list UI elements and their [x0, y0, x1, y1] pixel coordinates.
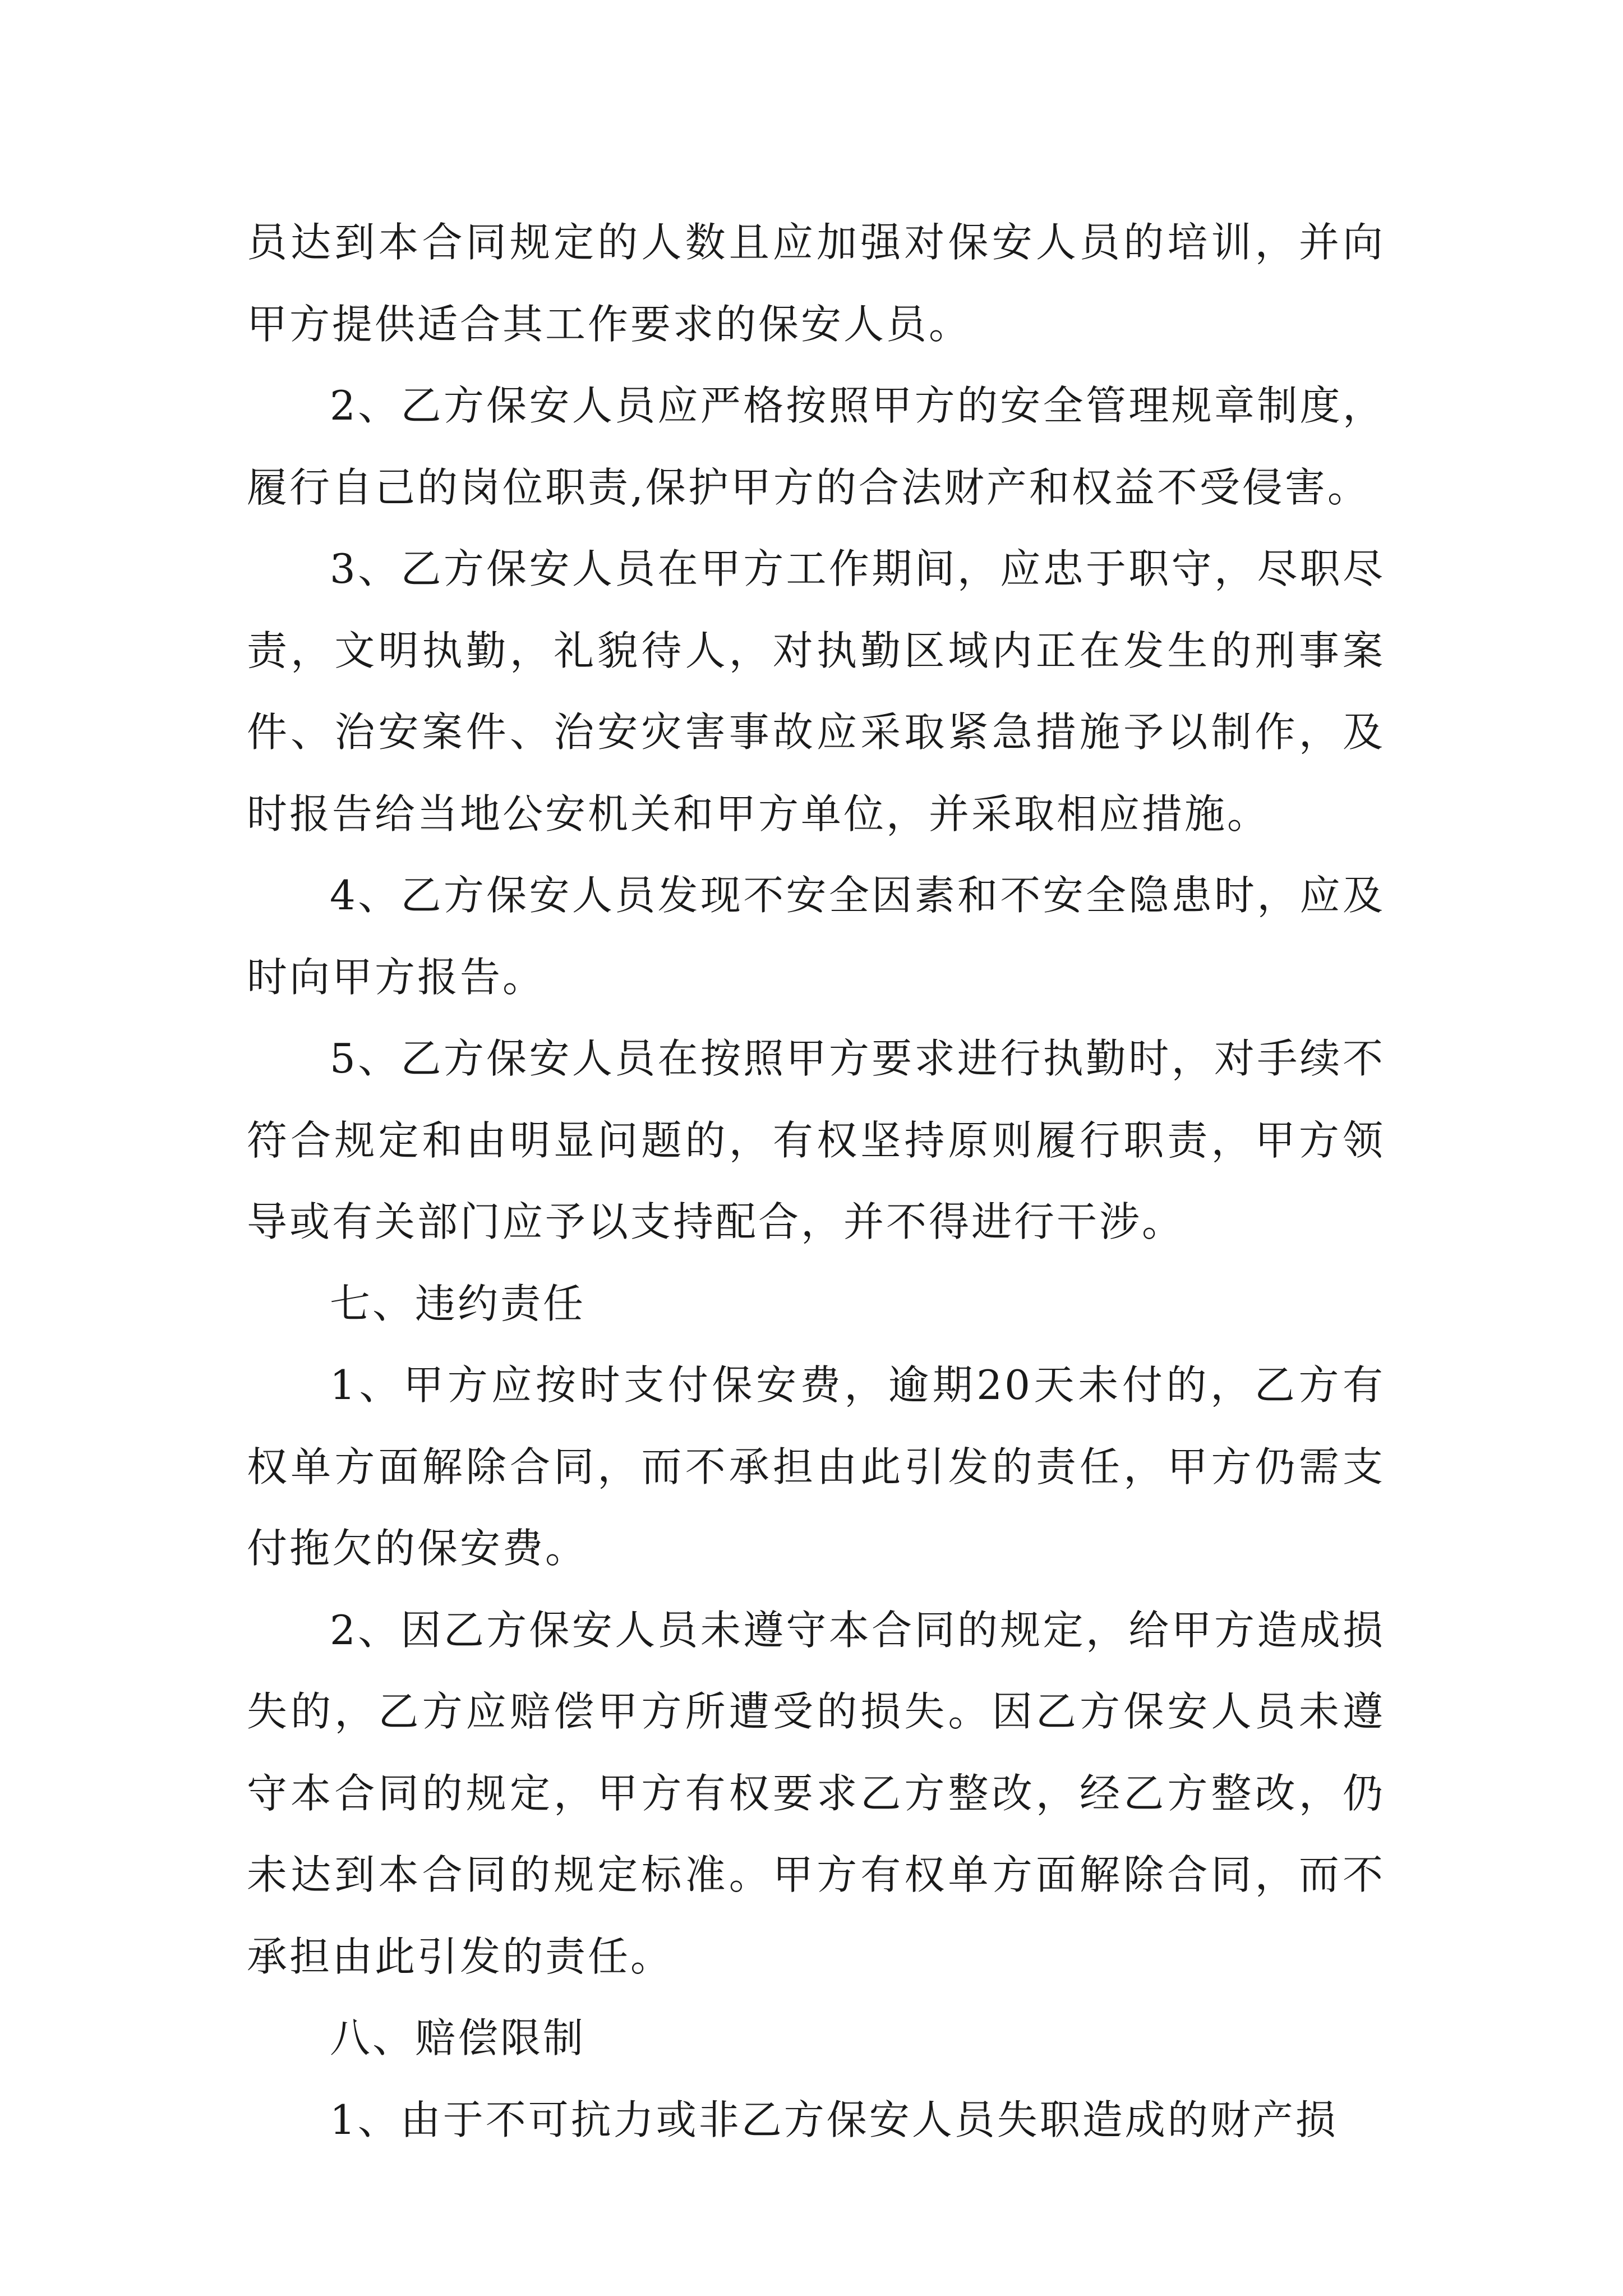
- section-heading-compensation-limits: 八、赔偿限制: [330, 2014, 586, 2062]
- section-heading-breach-liability: 七、违约责任: [330, 1280, 586, 1327]
- clause-2: 2、乙方保安人员应严格按照甲方的安全管理规章制度，履行自己的岗位职责,保护甲方的合法财产和权益不受侵害。: [247, 382, 1385, 511]
- compensation-clause-1: 1、由于不可抗力或非乙方保安人员失职造成的财产损: [330, 2096, 1338, 2143]
- paragraph-continuation: 员达到本合同规定的人数且应加强对保安人员的培训，并向甲方提供适合其工作要求的保安人员。: [247, 219, 1385, 348]
- breach-clause-1: 1、甲方应按时支付保安费，逾期20天未付的，乙方有权单方面解除合同，而不承担由此引发的责任，甲方仍需支付拖欠的保安费。: [247, 1361, 1385, 1572]
- breach-clause-2: 2、因乙方保安人员未遵守本合同的规定，给甲方造成损失的，乙方应赔偿甲方所遭受的损失。因乙方保安人员未遵守本合同的规定，甲方有权要求乙方整改，经乙方整改，仍未达到本合同的规定标准。甲方有权单方面解除合同，而不承担由此引发的责任。: [247, 1606, 1385, 1980]
- document-body: [247, 202, 1385, 2161]
- clause-5: 5、乙方保安人员在按照甲方要求进行执勤时，对手续不符合规定和由明显问题的，有权坚持原则履行职责，甲方领导或有关部门应予以支持配合，并不得进行干涉。: [247, 1035, 1385, 1245]
- clause-3: 3、乙方保安人员在甲方工作期间，应忠于职守，尽职尽责，文明执勤，礼貌待人，对执勤区域内正在发生的刑事案件、治安案件、治安灾害事故应采取紧急措施予以制作，及时报告给当地公安机关和甲方单位，并采取相应措施。: [247, 545, 1385, 838]
- clause-4: 4、乙方保安人员发现不安全因素和不安全隐患时，应及时向甲方报告。: [247, 872, 1385, 1001]
